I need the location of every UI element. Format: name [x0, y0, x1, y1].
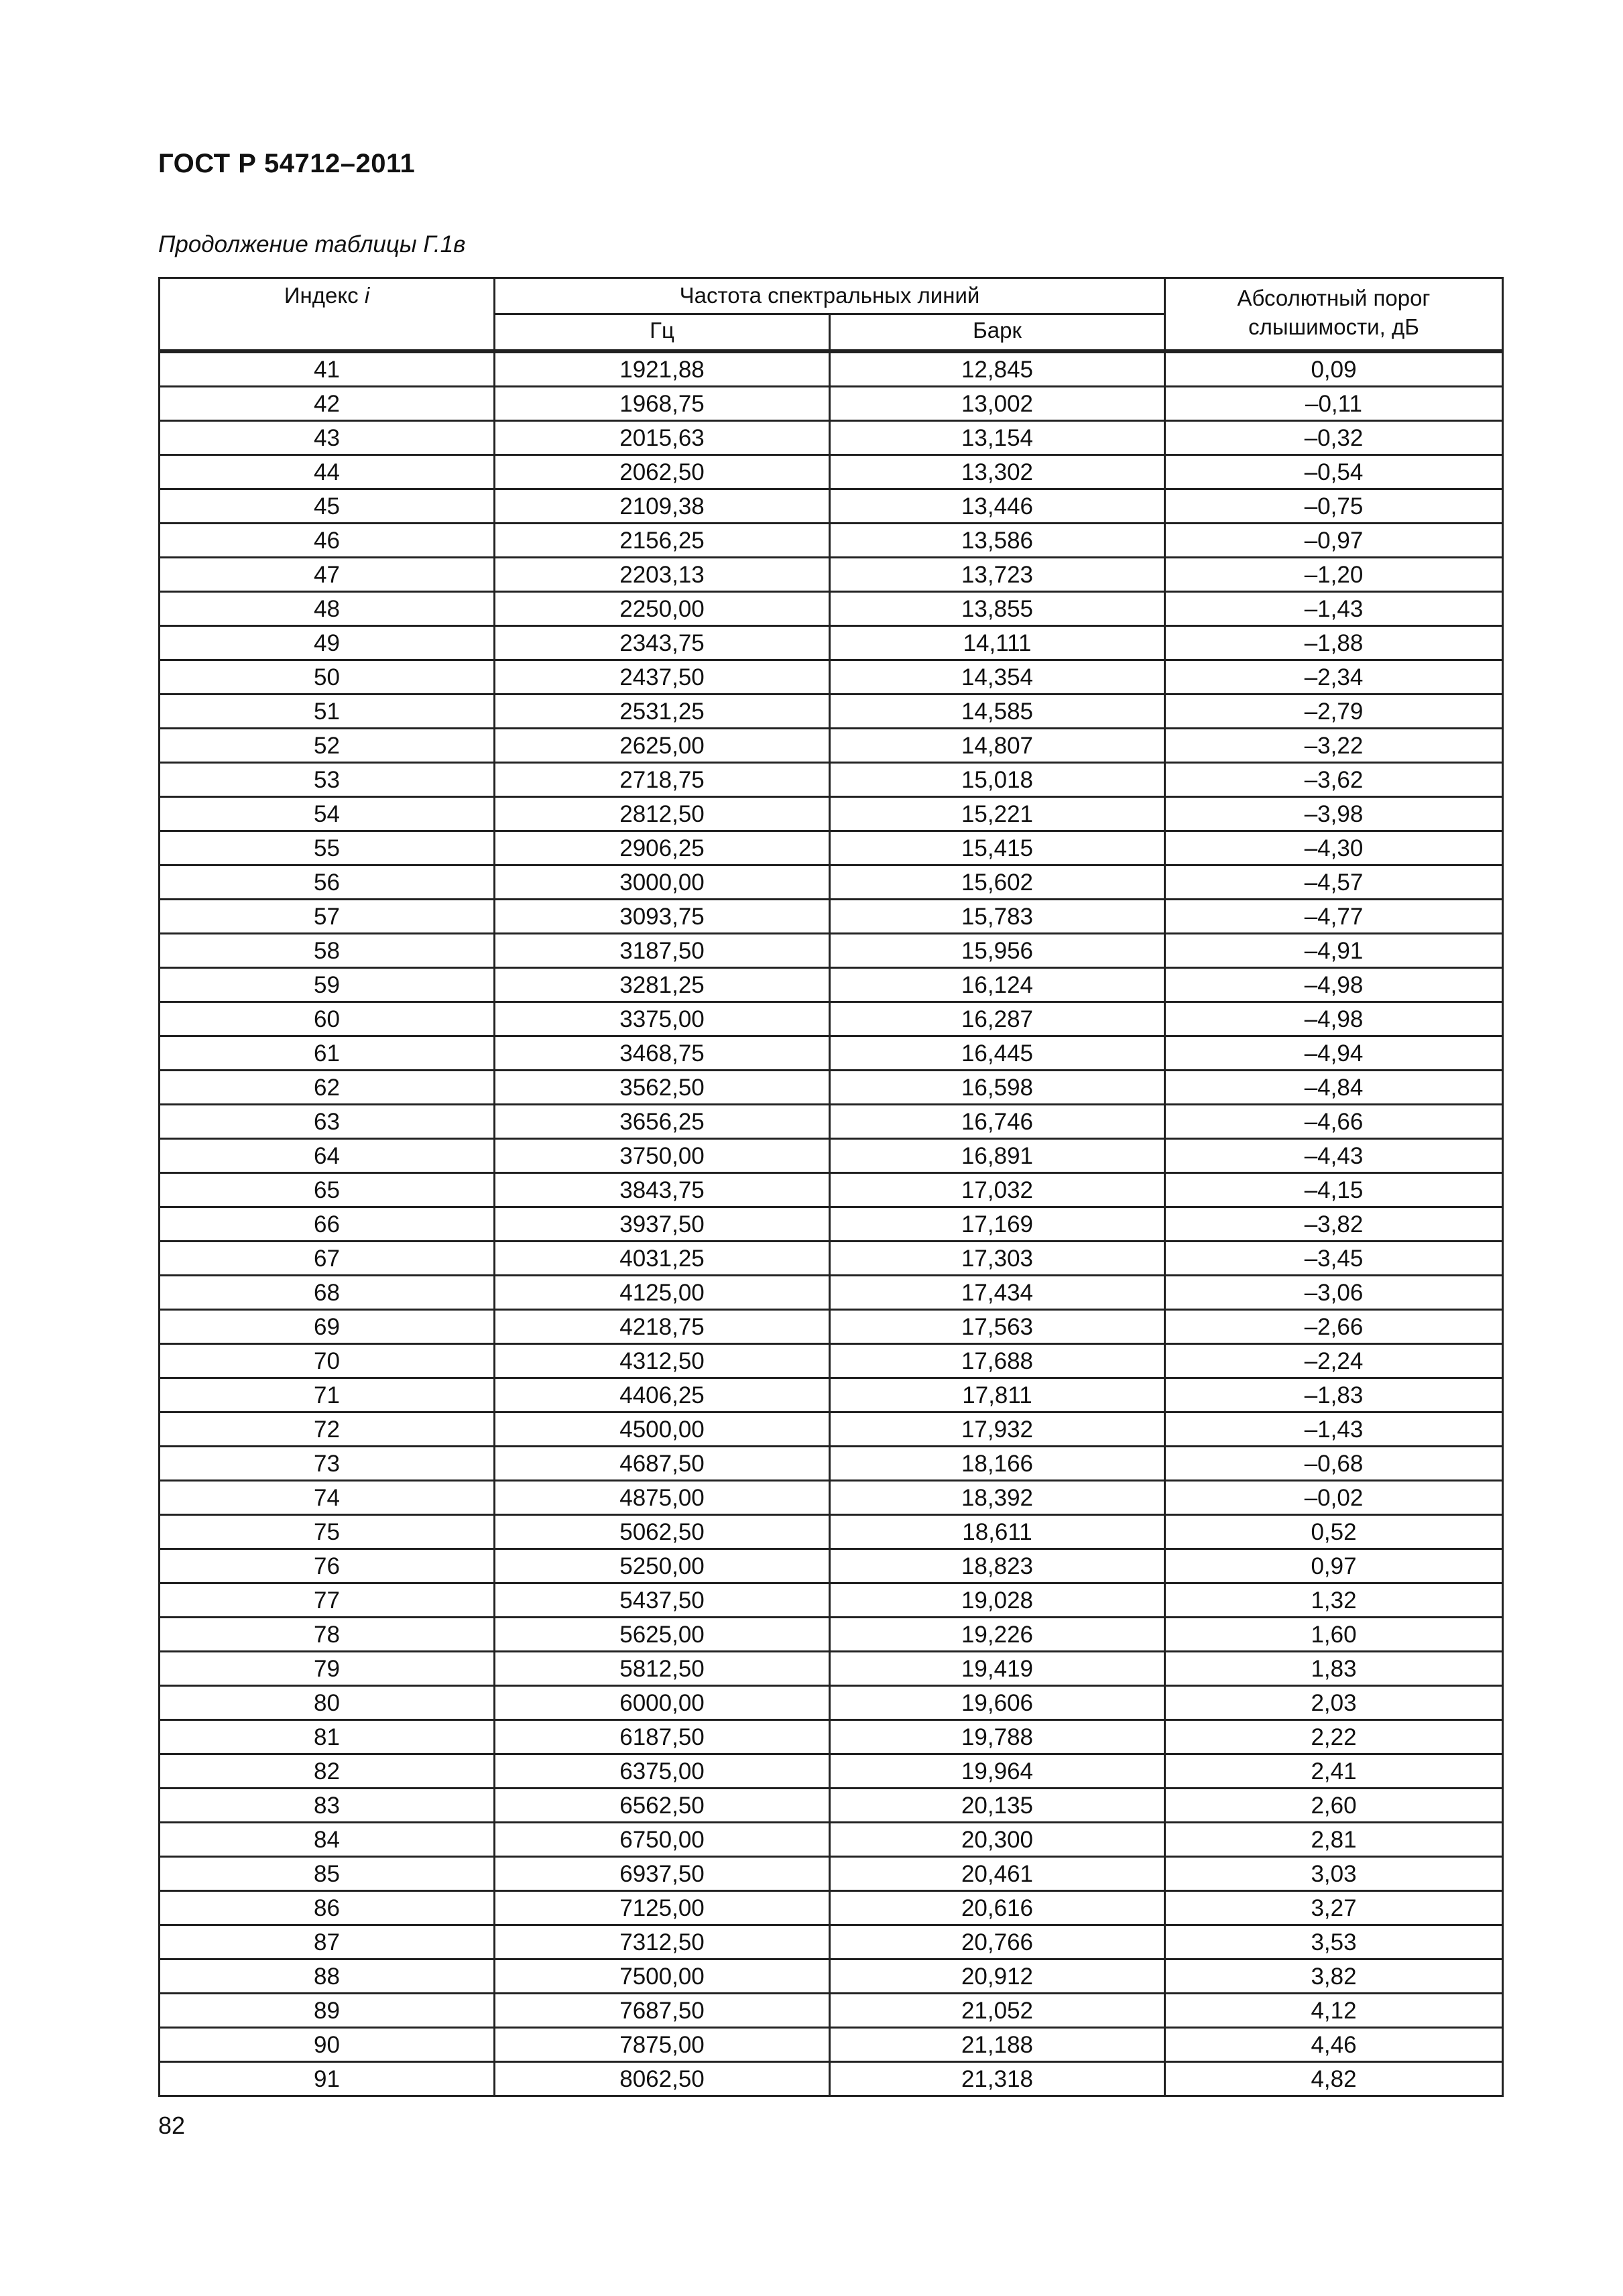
- cell-hz: 4031,25: [495, 1242, 830, 1276]
- table-row: [160, 1071, 1503, 1105]
- cell-threshold: –0,54: [1165, 455, 1503, 489]
- cell-index: 69: [160, 1310, 495, 1344]
- cell-index: 66: [160, 1207, 495, 1242]
- cell-hz: 4125,00: [495, 1276, 830, 1310]
- table-row: [160, 1036, 1503, 1071]
- cell-hz: 5625,00: [495, 1618, 830, 1652]
- cell-hz: 2250,00: [495, 592, 830, 626]
- cell-index: 48: [160, 592, 495, 626]
- cell-bark: 15,602: [830, 865, 1165, 900]
- cell-threshold: 2,81: [1165, 1823, 1503, 1857]
- cell-bark: 16,746: [830, 1105, 1165, 1139]
- table-row: [160, 1583, 1503, 1618]
- cell-bark: 17,563: [830, 1310, 1165, 1344]
- cell-index: 79: [160, 1652, 495, 1686]
- cell-index: 60: [160, 1002, 495, 1036]
- cell-index: 70: [160, 1344, 495, 1378]
- cell-bark: 19,226: [830, 1618, 1165, 1652]
- cell-threshold: –4,30: [1165, 831, 1503, 865]
- cell-hz: 5062,50: [495, 1515, 830, 1549]
- cell-bark: 17,169: [830, 1207, 1165, 1242]
- cell-threshold: –2,34: [1165, 660, 1503, 694]
- table-row: [160, 1310, 1503, 1344]
- cell-bark: 16,287: [830, 1002, 1165, 1036]
- table-row: [160, 1276, 1503, 1310]
- cell-threshold: 4,12: [1165, 1994, 1503, 2028]
- table-row: [160, 900, 1503, 934]
- table-row: [160, 1412, 1503, 1447]
- cell-index: 67: [160, 1242, 495, 1276]
- table-row: [160, 831, 1503, 865]
- cell-hz: 2812,50: [495, 797, 830, 831]
- cell-index: 53: [160, 763, 495, 797]
- cell-index: 71: [160, 1378, 495, 1412]
- header-hz: Гц: [495, 314, 830, 352]
- cell-threshold: –3,45: [1165, 1242, 1503, 1276]
- cell-index: 72: [160, 1412, 495, 1447]
- cell-hz: 4687,50: [495, 1447, 830, 1481]
- cell-hz: 1968,75: [495, 387, 830, 421]
- cell-hz: 6000,00: [495, 1686, 830, 1720]
- cell-hz: 3187,50: [495, 934, 830, 968]
- cell-threshold: –4,98: [1165, 1002, 1503, 1036]
- cell-index: 62: [160, 1071, 495, 1105]
- cell-threshold: 0,97: [1165, 1549, 1503, 1583]
- cell-bark: 16,891: [830, 1139, 1165, 1173]
- cell-index: 51: [160, 694, 495, 729]
- table-row: [160, 1139, 1503, 1173]
- cell-bark: 18,823: [830, 1549, 1165, 1583]
- cell-hz: 1921,88: [495, 351, 830, 387]
- cell-threshold: –4,77: [1165, 900, 1503, 934]
- cell-hz: 4875,00: [495, 1481, 830, 1515]
- page-number: 82: [158, 2112, 186, 2139]
- table-row: [160, 351, 1503, 387]
- cell-hz: 3093,75: [495, 900, 830, 934]
- cell-hz: 2625,00: [495, 729, 830, 763]
- cell-index: 41: [160, 351, 495, 387]
- cell-bark: 13,586: [830, 524, 1165, 558]
- cell-hz: 3843,75: [495, 1173, 830, 1207]
- table-row: [160, 1925, 1503, 1959]
- cell-index: 83: [160, 1789, 495, 1823]
- cell-index: 81: [160, 1720, 495, 1754]
- cell-hz: 3750,00: [495, 1139, 830, 1173]
- table-row: [160, 1344, 1503, 1378]
- cell-hz: 6937,50: [495, 1857, 830, 1891]
- cell-index: 63: [160, 1105, 495, 1139]
- cell-bark: 17,032: [830, 1173, 1165, 1207]
- cell-hz: 4218,75: [495, 1310, 830, 1344]
- cell-hz: 5250,00: [495, 1549, 830, 1583]
- table-row: [160, 797, 1503, 831]
- cell-hz: 3468,75: [495, 1036, 830, 1071]
- cell-bark: 20,616: [830, 1891, 1165, 1925]
- cell-threshold: 2,41: [1165, 1754, 1503, 1789]
- cell-hz: 2343,75: [495, 626, 830, 660]
- cell-hz: 6750,00: [495, 1823, 830, 1857]
- cell-bark: 17,932: [830, 1412, 1165, 1447]
- cell-bark: 16,598: [830, 1071, 1165, 1105]
- table-row: [160, 2028, 1503, 2062]
- cell-index: 82: [160, 1754, 495, 1789]
- cell-hz: 2156,25: [495, 524, 830, 558]
- cell-threshold: –0,97: [1165, 524, 1503, 558]
- cell-index: 74: [160, 1481, 495, 1515]
- cell-hz: 7125,00: [495, 1891, 830, 1925]
- table-row: [160, 934, 1503, 968]
- cell-threshold: –3,22: [1165, 729, 1503, 763]
- cell-index: 59: [160, 968, 495, 1002]
- cell-bark: 21,052: [830, 1994, 1165, 2028]
- cell-bark: 20,461: [830, 1857, 1165, 1891]
- cell-index: 90: [160, 2028, 495, 2062]
- cell-hz: 6375,00: [495, 1754, 830, 1789]
- cell-hz: 6562,50: [495, 1789, 830, 1823]
- cell-index: 68: [160, 1276, 495, 1310]
- cell-bark: 16,445: [830, 1036, 1165, 1071]
- cell-threshold: –0,11: [1165, 387, 1503, 421]
- table-row: [160, 1994, 1503, 2028]
- cell-threshold: 2,22: [1165, 1720, 1503, 1754]
- cell-threshold: 3,82: [1165, 1959, 1503, 1994]
- cell-index: 45: [160, 489, 495, 524]
- cell-bark: 14,354: [830, 660, 1165, 694]
- table-row: [160, 763, 1503, 797]
- cell-bark: 13,723: [830, 558, 1165, 592]
- cell-threshold: –1,88: [1165, 626, 1503, 660]
- cell-hz: 7312,50: [495, 1925, 830, 1959]
- cell-threshold: –0,68: [1165, 1447, 1503, 1481]
- cell-index: 56: [160, 865, 495, 900]
- cell-index: 75: [160, 1515, 495, 1549]
- cell-threshold: 2,03: [1165, 1686, 1503, 1720]
- table-row: [160, 1173, 1503, 1207]
- cell-index: 47: [160, 558, 495, 592]
- cell-index: 42: [160, 387, 495, 421]
- cell-threshold: 0,09: [1165, 351, 1503, 387]
- cell-bark: 20,300: [830, 1823, 1165, 1857]
- cell-bark: 19,028: [830, 1583, 1165, 1618]
- cell-threshold: 1,60: [1165, 1618, 1503, 1652]
- cell-threshold: –3,62: [1165, 763, 1503, 797]
- cell-threshold: –4,94: [1165, 1036, 1503, 1071]
- table-row: [160, 592, 1503, 626]
- table-row: [160, 421, 1503, 455]
- cell-bark: 14,111: [830, 626, 1165, 660]
- cell-threshold: –1,20: [1165, 558, 1503, 592]
- table-row: [160, 489, 1503, 524]
- table-row: [160, 1959, 1503, 1994]
- cell-index: 52: [160, 729, 495, 763]
- cell-bark: 18,166: [830, 1447, 1165, 1481]
- document-header: ГОСТ Р 54712–2011: [158, 149, 416, 178]
- cell-threshold: –1,43: [1165, 592, 1503, 626]
- cell-threshold: –2,24: [1165, 1344, 1503, 1378]
- cell-threshold: 3,03: [1165, 1857, 1503, 1891]
- table-row: [160, 1447, 1503, 1481]
- cell-bark: 15,018: [830, 763, 1165, 797]
- cell-threshold: 3,53: [1165, 1925, 1503, 1959]
- cell-bark: 17,811: [830, 1378, 1165, 1412]
- cell-index: 54: [160, 797, 495, 831]
- cell-index: 46: [160, 524, 495, 558]
- cell-bark: 15,221: [830, 797, 1165, 831]
- table-row: [160, 558, 1503, 592]
- cell-threshold: –4,91: [1165, 934, 1503, 968]
- table-row: [160, 1789, 1503, 1823]
- cell-hz: 3656,25: [495, 1105, 830, 1139]
- cell-index: 77: [160, 1583, 495, 1618]
- cell-hz: 5437,50: [495, 1583, 830, 1618]
- cell-threshold: –3,06: [1165, 1276, 1503, 1310]
- cell-index: 44: [160, 455, 495, 489]
- cell-hz: 2437,50: [495, 660, 830, 694]
- cell-threshold: –4,43: [1165, 1139, 1503, 1173]
- cell-index: 89: [160, 1994, 495, 2028]
- table-row: [160, 2062, 1503, 2096]
- cell-threshold: –3,82: [1165, 1207, 1503, 1242]
- cell-hz: 2015,63: [495, 421, 830, 455]
- table-row: [160, 455, 1503, 489]
- cell-hz: 5812,50: [495, 1652, 830, 1686]
- cell-bark: 14,585: [830, 694, 1165, 729]
- cell-bark: 20,912: [830, 1959, 1165, 1994]
- cell-hz: 3937,50: [495, 1207, 830, 1242]
- cell-threshold: –0,02: [1165, 1481, 1503, 1515]
- cell-bark: 17,434: [830, 1276, 1165, 1310]
- cell-index: 78: [160, 1618, 495, 1652]
- table-row: [160, 1378, 1503, 1412]
- data-table: [158, 277, 1504, 2097]
- cell-threshold: –4,15: [1165, 1173, 1503, 1207]
- cell-index: 61: [160, 1036, 495, 1071]
- cell-threshold: –4,84: [1165, 1071, 1503, 1105]
- cell-hz: 4500,00: [495, 1412, 830, 1447]
- cell-bark: 15,956: [830, 934, 1165, 968]
- header-bark: Барк: [830, 314, 1165, 352]
- cell-index: 43: [160, 421, 495, 455]
- cell-index: 84: [160, 1823, 495, 1857]
- cell-threshold: –3,98: [1165, 797, 1503, 831]
- cell-bark: 13,002: [830, 387, 1165, 421]
- table-row: [160, 729, 1503, 763]
- table-row: [160, 660, 1503, 694]
- table-row: [160, 1002, 1503, 1036]
- table-row: [160, 1891, 1503, 1925]
- cell-hz: 7875,00: [495, 2028, 830, 2062]
- header-threshold-label: Абсолютный порог слышимости, дБ: [1237, 286, 1431, 339]
- table-row: [160, 1481, 1503, 1515]
- cell-threshold: –1,83: [1165, 1378, 1503, 1412]
- table-row: [160, 1618, 1503, 1652]
- cell-hz: 7687,50: [495, 1994, 830, 2028]
- cell-threshold: 2,60: [1165, 1789, 1503, 1823]
- cell-threshold: 1,83: [1165, 1652, 1503, 1686]
- table-body: [160, 351, 1503, 2096]
- table-row: [160, 1105, 1503, 1139]
- cell-index: 50: [160, 660, 495, 694]
- cell-threshold: 1,32: [1165, 1583, 1503, 1618]
- header-index-var: i: [364, 283, 370, 308]
- table-row: [160, 1823, 1503, 1857]
- table-row: [160, 694, 1503, 729]
- cell-threshold: 0,52: [1165, 1515, 1503, 1549]
- cell-threshold: –0,32: [1165, 421, 1503, 455]
- header-threshold: [1165, 278, 1503, 352]
- cell-bark: 15,783: [830, 900, 1165, 934]
- cell-hz: 3281,25: [495, 968, 830, 1002]
- cell-hz: 7500,00: [495, 1959, 830, 1994]
- cell-hz: 2062,50: [495, 455, 830, 489]
- cell-index: 87: [160, 1925, 495, 1959]
- cell-threshold: –4,57: [1165, 865, 1503, 900]
- cell-hz: 2906,25: [495, 831, 830, 865]
- table-row: [160, 1857, 1503, 1891]
- cell-hz: 6187,50: [495, 1720, 830, 1754]
- table-row: [160, 1549, 1503, 1583]
- cell-threshold: 4,46: [1165, 2028, 1503, 2062]
- cell-threshold: –4,98: [1165, 968, 1503, 1002]
- cell-hz: 3000,00: [495, 865, 830, 900]
- cell-hz: 4312,50: [495, 1344, 830, 1378]
- cell-bark: 18,611: [830, 1515, 1165, 1549]
- table-header: [160, 278, 1503, 352]
- cell-hz: 8062,50: [495, 2062, 830, 2096]
- cell-bark: 17,303: [830, 1242, 1165, 1276]
- cell-hz: 2531,25: [495, 694, 830, 729]
- table-row: [160, 1207, 1503, 1242]
- table-row: [160, 1720, 1503, 1754]
- cell-index: 58: [160, 934, 495, 968]
- cell-threshold: 3,27: [1165, 1891, 1503, 1925]
- table-caption: Продолжение таблицы Г.1в: [158, 231, 466, 257]
- cell-index: 55: [160, 831, 495, 865]
- header-frequency-group: Частота спектральных линий: [495, 278, 1165, 314]
- cell-bark: 21,188: [830, 2028, 1165, 2062]
- cell-threshold: –2,79: [1165, 694, 1503, 729]
- cell-bark: 20,766: [830, 1925, 1165, 1959]
- cell-index: 57: [160, 900, 495, 934]
- table-row: [160, 1515, 1503, 1549]
- cell-bark: 14,807: [830, 729, 1165, 763]
- cell-hz: 2718,75: [495, 763, 830, 797]
- cell-bark: 19,606: [830, 1686, 1165, 1720]
- table-row: [160, 968, 1503, 1002]
- cell-hz: 3562,50: [495, 1071, 830, 1105]
- cell-index: 88: [160, 1959, 495, 1994]
- header-index: [160, 278, 495, 352]
- cell-bark: 15,415: [830, 831, 1165, 865]
- table-row: [160, 626, 1503, 660]
- cell-index: 65: [160, 1173, 495, 1207]
- cell-bark: 19,788: [830, 1720, 1165, 1754]
- cell-index: 85: [160, 1857, 495, 1891]
- cell-bark: 12,845: [830, 351, 1165, 387]
- table-row: [160, 1242, 1503, 1276]
- cell-index: 76: [160, 1549, 495, 1583]
- cell-hz: 4406,25: [495, 1378, 830, 1412]
- cell-index: 49: [160, 626, 495, 660]
- cell-bark: 20,135: [830, 1789, 1165, 1823]
- cell-threshold: –2,66: [1165, 1310, 1503, 1344]
- cell-bark: 13,446: [830, 489, 1165, 524]
- cell-threshold: –1,43: [1165, 1412, 1503, 1447]
- table-row: [160, 1754, 1503, 1789]
- table-row: [160, 1652, 1503, 1686]
- cell-bark: 17,688: [830, 1344, 1165, 1378]
- cell-bark: 13,154: [830, 421, 1165, 455]
- cell-bark: 13,855: [830, 592, 1165, 626]
- table-row: [160, 865, 1503, 900]
- cell-index: 86: [160, 1891, 495, 1925]
- cell-threshold: –0,75: [1165, 489, 1503, 524]
- cell-index: 73: [160, 1447, 495, 1481]
- cell-threshold: –4,66: [1165, 1105, 1503, 1139]
- cell-index: 80: [160, 1686, 495, 1720]
- header-index-label: Индекс: [284, 283, 365, 308]
- cell-hz: 3375,00: [495, 1002, 830, 1036]
- cell-bark: 19,419: [830, 1652, 1165, 1686]
- cell-index: 64: [160, 1139, 495, 1173]
- cell-index: 91: [160, 2062, 495, 2096]
- cell-bark: 19,964: [830, 1754, 1165, 1789]
- cell-hz: 2203,13: [495, 558, 830, 592]
- cell-bark: 18,392: [830, 1481, 1165, 1515]
- table-row: [160, 524, 1503, 558]
- cell-bark: 16,124: [830, 968, 1165, 1002]
- cell-bark: 13,302: [830, 455, 1165, 489]
- cell-threshold: 4,82: [1165, 2062, 1503, 2096]
- cell-bark: 21,318: [830, 2062, 1165, 2096]
- table-row: [160, 1686, 1503, 1720]
- table-row: [160, 387, 1503, 421]
- cell-hz: 2109,38: [495, 489, 830, 524]
